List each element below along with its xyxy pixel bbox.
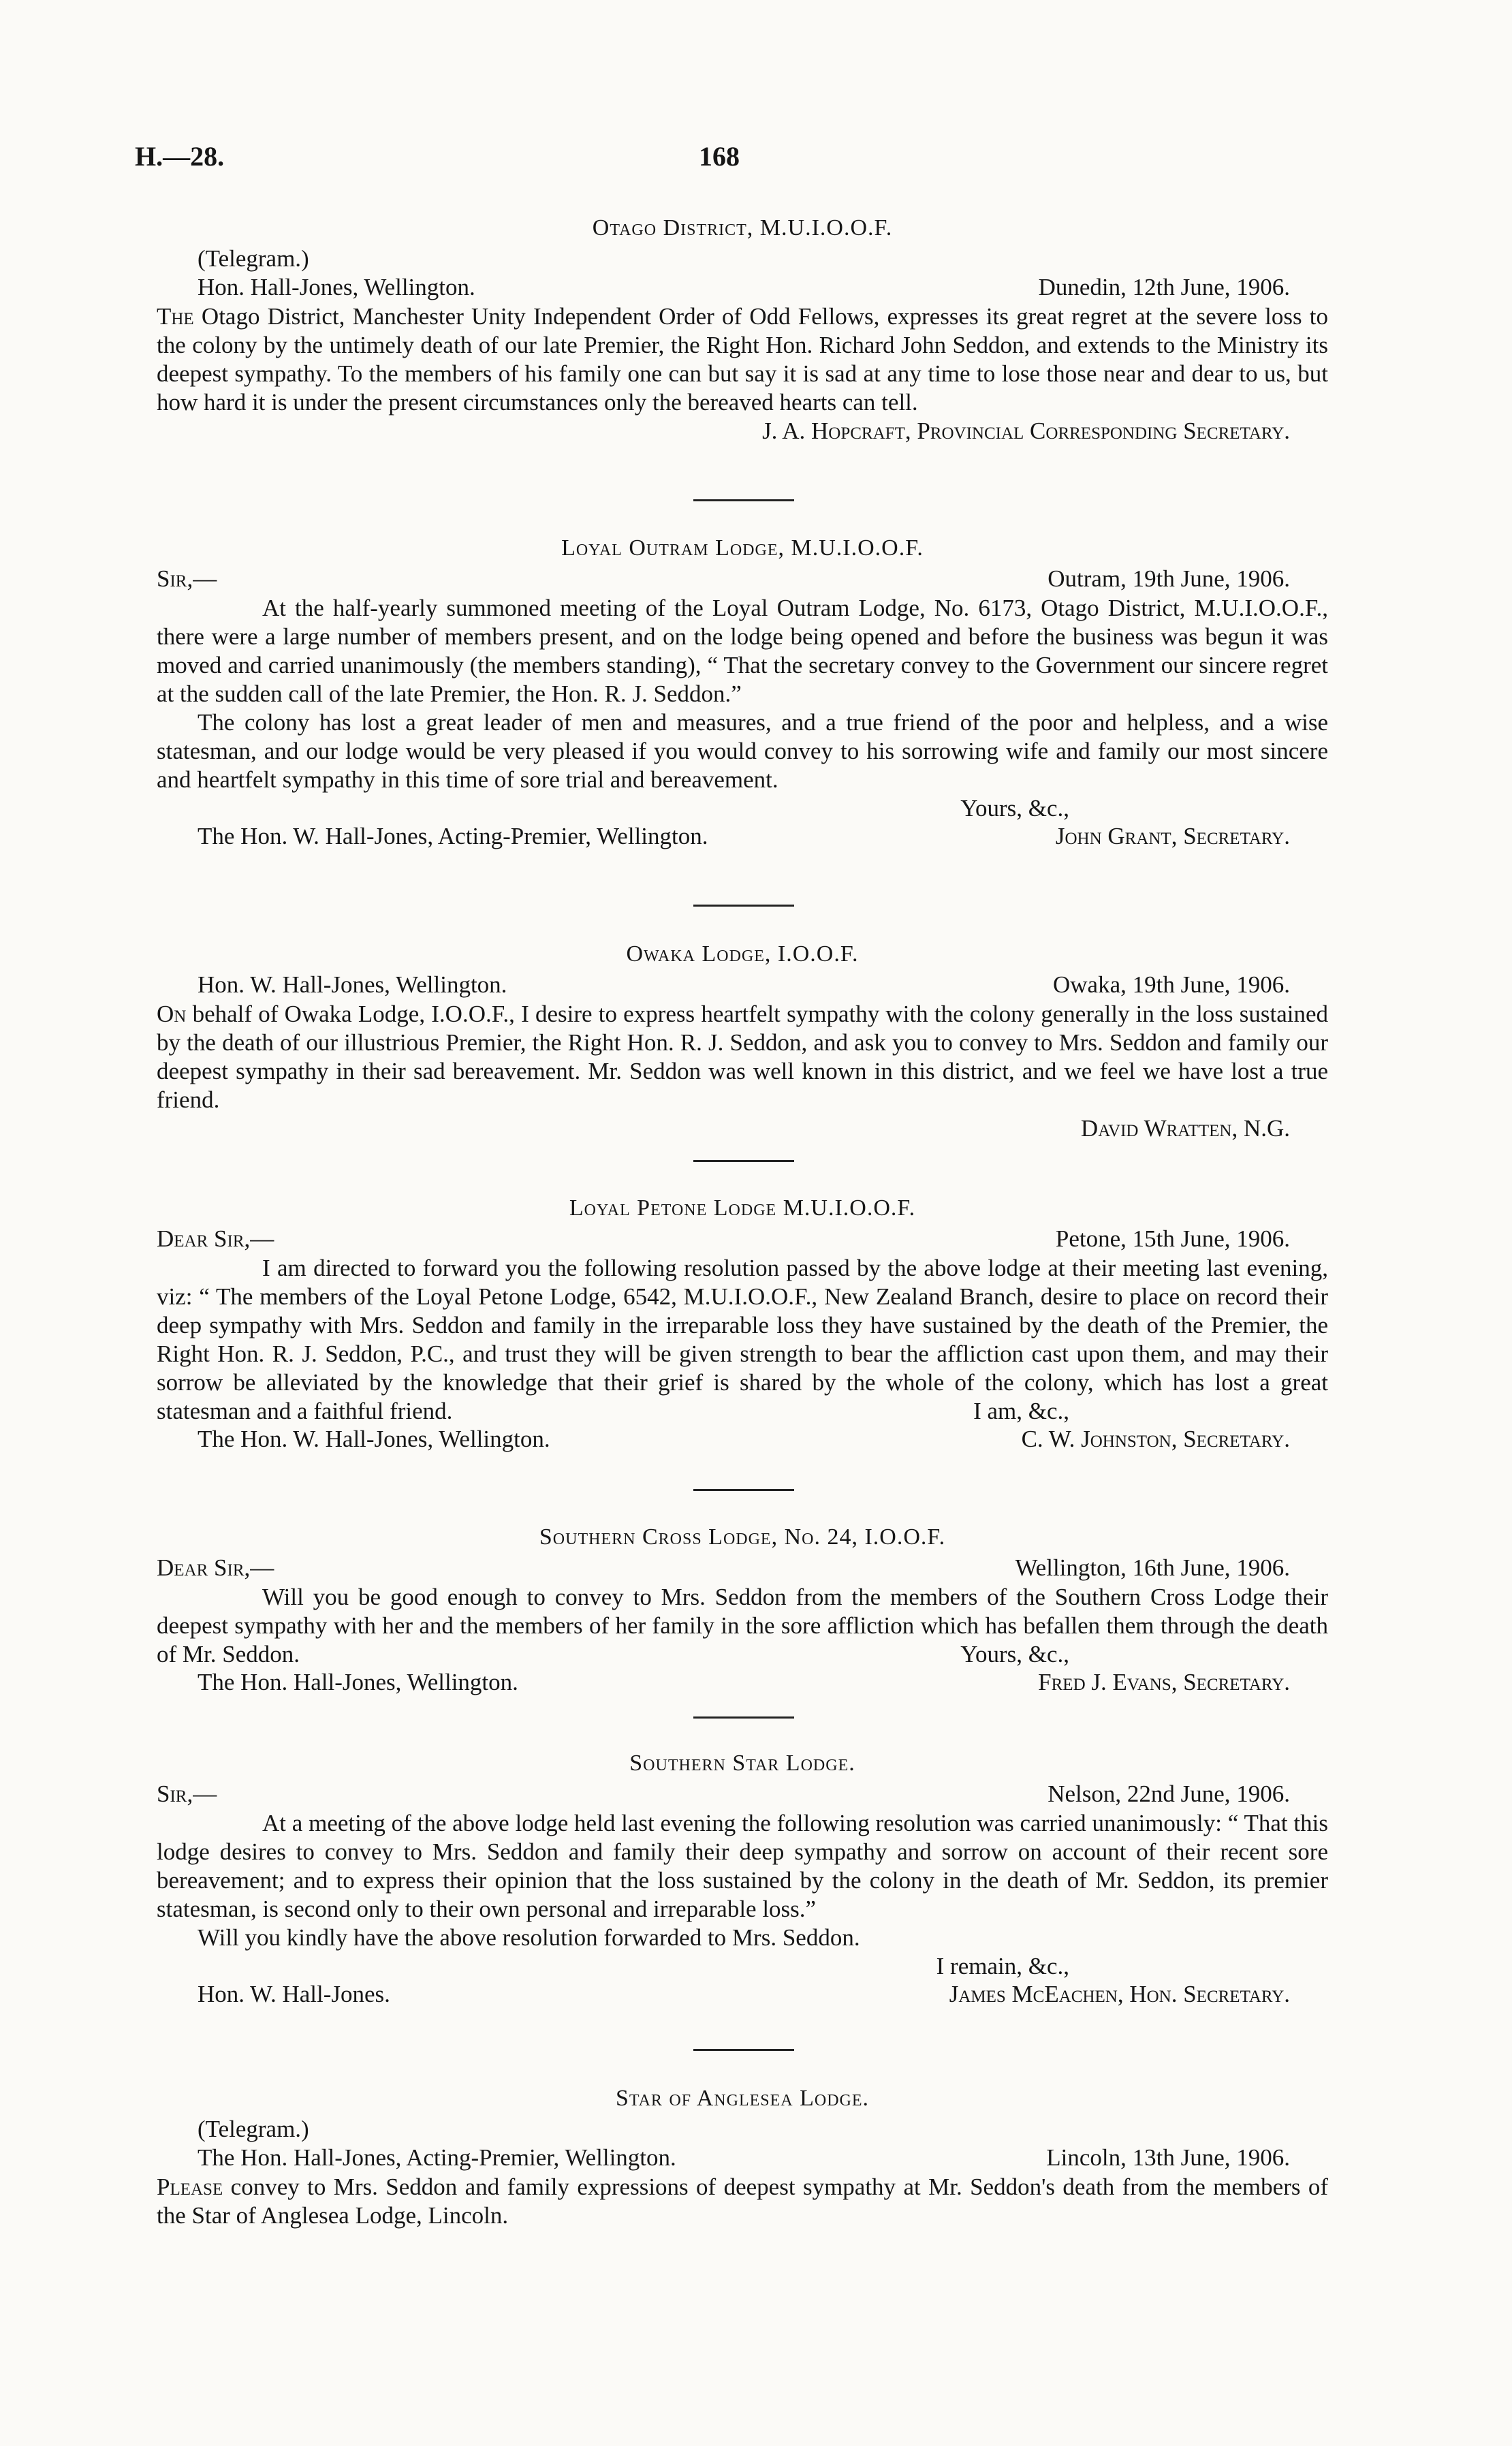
- section-divider: [693, 2049, 794, 2051]
- letter-southern-star-lodge: [157, 1751, 1328, 2009]
- addressee: The Hon. W. Hall-Jones, Acting-Premier, Wellington.: [198, 823, 708, 849]
- section-title: Star of Anglesea Lodge.: [615, 2086, 870, 2111]
- signature: James McEachen, Hon. Secretary.: [949, 1981, 1290, 2007]
- telegram-note: (Telegram.): [198, 2116, 309, 2142]
- closing: I remain, &c.,: [936, 1953, 1069, 1979]
- section-divider: [693, 1160, 794, 1162]
- section-divider: [693, 499, 794, 501]
- letter-southern-cross-lodge: [157, 1524, 1328, 1697]
- signature: David Wratten, N.G.: [1080, 1115, 1290, 1142]
- addressee: The Hon. W. Hall-Jones, Wellington.: [198, 1426, 550, 1452]
- addressee: Hon. W. Hall-Jones.: [198, 1981, 390, 2007]
- lead-word: On: [157, 1001, 187, 1027]
- place-date: Outram, 19th June, 1906.: [1048, 565, 1290, 592]
- letter-loyal-outram-lodge: [157, 535, 1328, 851]
- letter-body: Please convey to Mrs. Seddon and family expressions of deepest sympathy at Mr. Seddon's death from the members of the Star of Anglesea Lodge, Lincoln.: [157, 2174, 1329, 2229]
- letter-otago-district: [157, 215, 1328, 445]
- section-title: Loyal Outram Lodge, M.U.I.O.O.F.: [561, 535, 924, 561]
- addressee: Hon. W. Hall-Jones, Wellington.: [198, 971, 507, 998]
- closing: Yours, &c.,: [960, 795, 1069, 821]
- section-divider: [693, 1489, 794, 1491]
- letter-owaka-lodge: [157, 941, 1328, 1143]
- closing: Yours, &c.,: [960, 1641, 1069, 1667]
- salutation: Dear Sir,—: [157, 1554, 274, 1581]
- addressee: The Hon. Hall-Jones, Acting-Premier, Wellington.: [198, 2144, 676, 2171]
- place-date: Wellington, 16th June, 1906.: [1015, 1554, 1290, 1581]
- page-number: 168: [699, 141, 740, 172]
- addressee: The Hon. Hall-Jones, Wellington.: [198, 1669, 518, 1695]
- letter-body-2: Will you kindly have the above resolution forwarded to Mrs. Seddon.: [198, 1924, 860, 1951]
- letter-body: Will you be good enough to convey to Mrs. Seddon from the members of the Southern Cross Lodge their deepest sympathy with her and the members of her family in the sore affliction which has befallen them through the death of Mr. Seddon.: [157, 1584, 1328, 1667]
- letter-body: At the half-yearly summoned meeting of the Loyal Outram Lodge, No. 6173, Otago District, M.U.I.O.O.F., there were a large number of members present, and on the lodge being opened and before the business was begun it was moved and carried unanimously (the members standing), “ That the secretary convey to the Government our sincere regret at the sudden call of the late Premier, the Hon. R. J. Seddon.”: [157, 595, 1328, 707]
- signature: J. A. Hopcraft, Provincial Corresponding Secretary.: [762, 418, 1290, 444]
- letter-star-of-anglesea-lodge: [157, 2086, 1328, 2230]
- signature: John Grant, Secretary.: [1055, 823, 1290, 849]
- lead-word: The: [157, 303, 194, 330]
- salutation: Sir,—: [157, 1781, 217, 1807]
- place-date: Nelson, 22nd June, 1906.: [1048, 1781, 1290, 1807]
- section-title: Southern Cross Lodge, No. 24, I.O.O.F.: [539, 1524, 946, 1550]
- section-divider: [693, 905, 794, 907]
- lead-word: Please: [157, 2174, 223, 2200]
- section-divider: [693, 1716, 794, 1719]
- section-title: Loyal Petone Lodge M.U.I.O.O.F.: [569, 1195, 916, 1221]
- salutation: Sir,—: [157, 565, 217, 592]
- section-title: Owaka Lodge, I.O.O.F.: [626, 941, 859, 967]
- letter-loyal-petone-lodge: [157, 1195, 1328, 1454]
- section-title: Otago District, M.U.I.O.O.F.: [592, 215, 893, 240]
- document-reference: H.—28.: [135, 141, 225, 172]
- signature: C. W. Johnston, Secretary.: [1021, 1426, 1290, 1452]
- letter-body: The Otago District, Manchester Unity Independent Order of Odd Fellows, expresses its great regret at the severe loss to the colony by the untimely death of our late Premier, the Right Hon. Richard John Seddon, and extends to the Ministry its deepest sympathy. To the members of his family one can but say it is sad at any time to lose those near and dear to us, but how hard it is under the present circumstances only the bereaved hearts can tell.: [157, 303, 1328, 415]
- addressee: Hon. Hall-Jones, Wellington.: [198, 274, 475, 300]
- signature: Fred J. Evans, Secretary.: [1038, 1669, 1290, 1695]
- place-date: Dunedin, 12th June, 1906.: [1038, 274, 1290, 300]
- letter-body: On behalf of Owaka Lodge, I.O.O.F., I desire to express heartfelt sympathy with the colony generally in the loss sustained by the death of our illustrious Premier, the Right Hon. R. J. Seddon, and ask you to convey to Mrs. Seddon and family our deepest sympathy in their sad bereavement. Mr. Seddon was well known in this district, and we feel we have lost a true friend.: [157, 1001, 1329, 1113]
- telegram-note: (Telegram.): [198, 245, 309, 272]
- place-date: Lincoln, 13th June, 1906.: [1046, 2144, 1290, 2171]
- closing: I am, &c.,: [973, 1398, 1069, 1424]
- salutation: Dear Sir,—: [157, 1225, 274, 1252]
- letter-body: I am directed to forward you the following resolution passed by the above lodge at their meeting last evening, viz: “ The members of the Loyal Petone Lodge, 6542, M.U.I.O.O.F., New Zealand Branch, desire to place on record their deep sympathy with Mrs. Seddon and family in the irreparable loss they have sustained by the death of the Premier, the Right Hon. R. J. Seddon, P.C., and trust they will be given strength to bear the affliction cast upon them, and may their sorrow be alleviated by the knowledge that their grief is shared by the whole of the colony, which has lost a great statesman and a faithful friend.: [157, 1255, 1328, 1424]
- letter-body-2: The colony has lost a great leader of men and measures, and a true friend of the poor and helpless, and a wise statesman, and our lodge would be very pleased if you would convey to his sorrowing wife and family our most sincere and heartfelt sympathy in this time of sore trial and bereavement.: [157, 709, 1328, 793]
- place-date: Petone, 15th June, 1906.: [1055, 1225, 1290, 1252]
- place-date: Owaka, 19th June, 1906.: [1052, 971, 1290, 998]
- letter-body: At a meeting of the above lodge held last evening the following resolution was carried unanimously: “ That this lodge desires to convey to Mrs. Seddon and family their deep sympathy and sorrow on account of their recent sore bereavement; and to express their opinion that the loss sustained by the colony in the death of Mr. Seddon, its premier statesman, is second only to their own personal and irreparable loss.”: [157, 1810, 1328, 1922]
- section-title: Southern Star Lodge.: [629, 1751, 855, 1776]
